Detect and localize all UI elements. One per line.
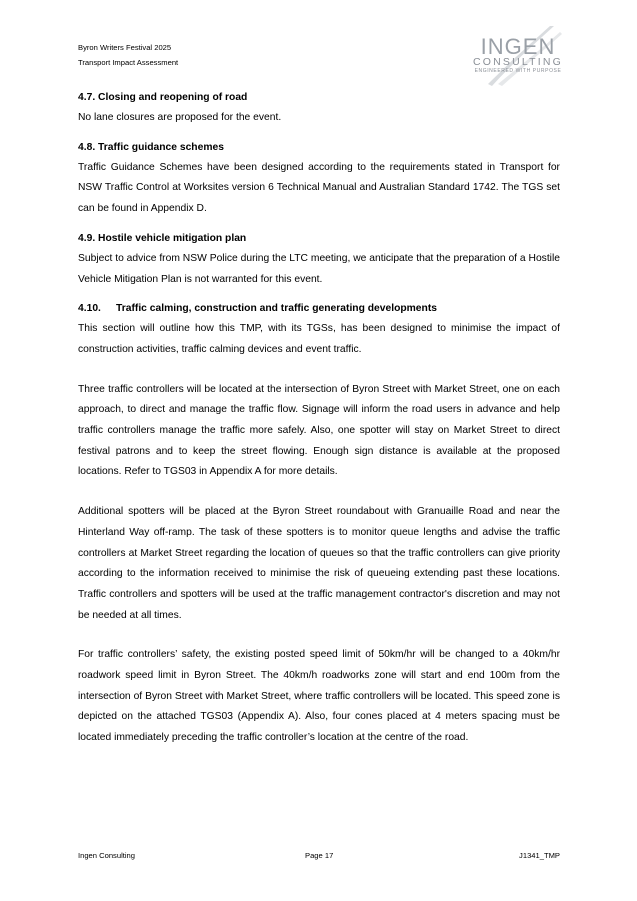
section-heading: 4.7. Closing and reopening of road (78, 92, 248, 103)
paragraph-spacer (78, 483, 560, 502)
section-heading: 4.8. Traffic guidance schemes (78, 141, 224, 153)
section-4-10 (78, 299, 560, 749)
page-content (78, 88, 560, 758)
logo-subtitle: CONSULTING (472, 56, 564, 68)
section-title: Traffic calming, construction and traffic generating developments (116, 303, 437, 315)
logo-wordmark: INGEN (480, 34, 556, 59)
section-heading (78, 299, 560, 319)
ingen-consulting-logo (472, 24, 570, 88)
document-header (78, 40, 178, 70)
section-4-9 (78, 229, 560, 290)
footer-page-number: Page 17 (305, 851, 334, 860)
section-paragraph: This section will outline how this TMP, with its TGSs, has been designed to minimise the impact of construction activities, traffic calming devices and event traffic. (78, 323, 560, 355)
section-paragraph: No lane closures are proposed for the event. (78, 112, 282, 123)
footer-company: Ingen Consulting (78, 851, 135, 860)
section-paragraph: For traffic controllers’ safety, the existing posted speed limit of 50km/hr will be changed to a 40km/hr roadwork speed limit in Byron Street. The 40km/h roadworks zone will start and end 100m from the intersection of Byron Street with Market Street, where traffic controllers will be located. This speed zone is depicted on the attached TGS03 (Appendix A). Also, four cones placed at 4 meters spacing must be located immediately preceding the traffic controller’s location at the centre of the road. (78, 649, 560, 744)
header-document-title: Transport Impact Assessment (78, 58, 179, 67)
section-paragraph: Traffic Guidance Schemes have been designed according to the requirements stated in Transport for NSW Traffic Control at Worksites version 6 Technical Manual and Australian Standard 1742. The TGS set can be found in Appendix D. (78, 161, 560, 215)
section-number: 4.10. (78, 303, 101, 315)
section-paragraph: Additional spotters will be placed at the Byron Street roundabout with Granuaille Road and near the Hinterland Way off-ramp. The task of these spotters is to monitor queue lengths and advise the traffic controllers at Market Street regarding the location of queues so that the traffic controllers can give priority according to the information received to minimise the risk of queueing extending past these locations. Traffic controllers and spotters will be used at the traffic management contractor's discretion and may not be needed at all times. (78, 506, 560, 621)
section-4-7 (78, 88, 560, 129)
section-paragraph: Subject to advice from NSW Police during the LTC meeting, we anticipate that the preparation of a Hostile Vehicle Mitigation Plan is not warranted for this event. (78, 252, 560, 285)
section-4-8 (78, 138, 560, 220)
section-heading: 4.9. Hostile vehicle mitigation plan (78, 232, 247, 244)
footer-document-code: J1341_TMP (519, 851, 560, 860)
section-paragraph: Three traffic controllers will be located at the intersection of Byron Street with Market Street, one on each approach, to direct and manage the traffic flow. Signage will inform the road users in advance and help traffic controllers manage the traffic more safely. Also, one spotter will stay on Market Street to direct festival patrons and to keep the street flowing. Enough sign distance is available at the proposed locations. Refer to TGS03 in Appendix A for more details. (78, 383, 560, 478)
header-project-title: Byron Writers Festival 2025 (78, 43, 172, 52)
paragraph-spacer (78, 626, 560, 645)
logo-tagline: ENGINEERED WITH PURPOSE (474, 68, 562, 74)
paragraph-spacer (78, 361, 560, 380)
